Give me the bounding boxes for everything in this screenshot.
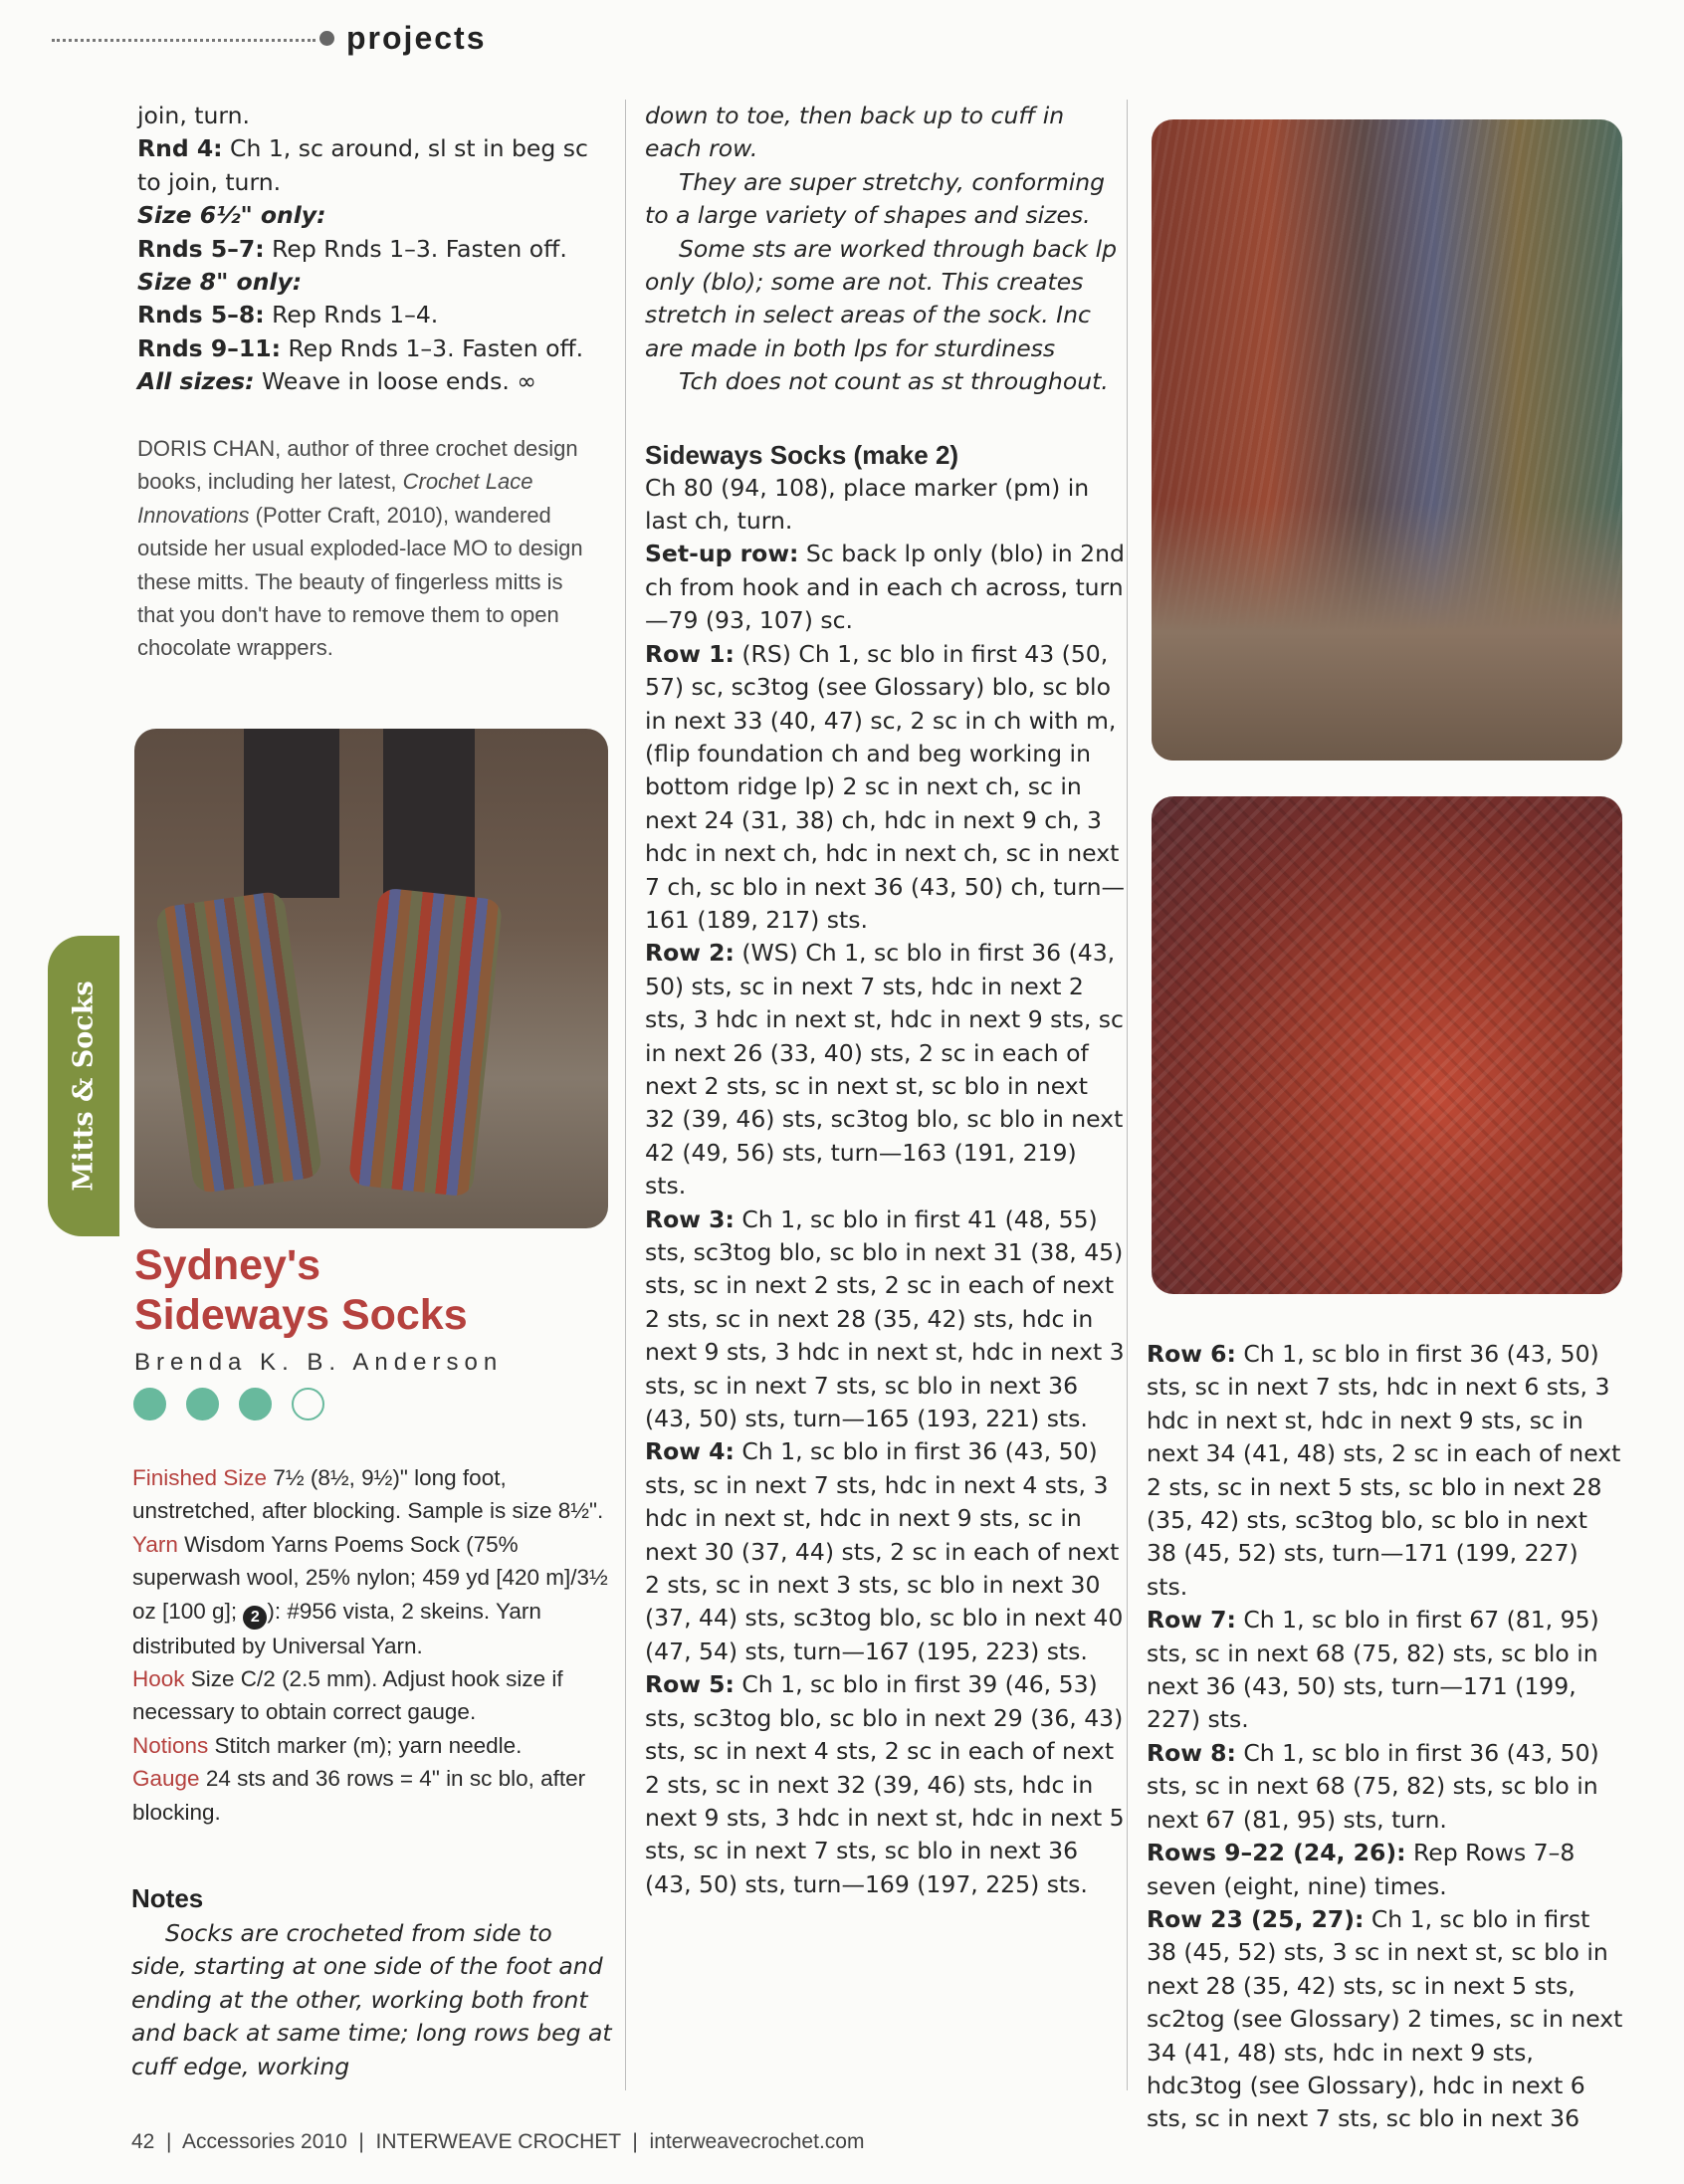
spec-hook bbox=[132, 1662, 615, 1729]
spec-label: Hook bbox=[132, 1666, 185, 1692]
spec-text: Wisdom Yarns Poems Sock (75% superwash wool, 25% nylon; 459 yd [420 m]/3½ oz [100 g]; bbox=[132, 1531, 608, 1624]
row-text: Rep Rnds 1–3. Fasten off. bbox=[281, 333, 584, 362]
row-label: Rnd 4: bbox=[137, 134, 223, 163]
instruction-row bbox=[137, 299, 605, 331]
bio-text: (Potter Craft, 2010), wandered outside her usual exploded-lace MO to design these mitts. The beauty of fingerless mitts is that you don't have to remove them to open chocolate wrappers. bbox=[137, 502, 583, 661]
instructions-heading: Sideways Socks (make 2) bbox=[645, 439, 959, 470]
section-title: projects bbox=[346, 19, 487, 56]
row-text: Ch 1, sc blo in first 36 (43, 50) sts, sc in next 68 (75, 82) sts, sc blo in next 67 (81, 95) sts, turn. bbox=[1147, 1738, 1599, 1834]
instruction-row bbox=[645, 937, 1125, 1202]
sock-right bbox=[348, 887, 504, 1197]
designer-bio bbox=[137, 432, 605, 665]
row-label: Rnds 5–7: bbox=[137, 234, 265, 263]
skill-level-indicator bbox=[133, 1388, 324, 1420]
row-label: Row 2: bbox=[645, 939, 735, 968]
spec-label: Finished Size bbox=[132, 1465, 268, 1490]
header-bullet-icon bbox=[319, 31, 334, 46]
pattern-title bbox=[134, 1240, 612, 1340]
spec-text: 24 sts and 36 rows = 4" in sc blo, after blocking. bbox=[132, 1766, 586, 1825]
page-footer: 42 | Accessories 2010 | INTERWEAVE CROCHET | interweavecrochet.com bbox=[131, 2130, 865, 2153]
row-text: (RS) Ch 1, sc blo in first 43 (50, 57) sc, sc3tog (see Glossary) blo, sc blo in next 33 (40, 47) sc, 2 sc in ch with m, (flip foundation ch and beg working in bottom ridge lp) 2 sc in next ch, sc in next 24 (31, 38) ch, hdc in next 9 ch, 3 hdc in next ch, hdc in next ch, sc in next 7 ch, sc blo in next 36 (43, 50) ch, turn—161 (189, 217) sts. bbox=[645, 639, 1125, 934]
notes-paragraph: They are super stretchy, conforming to a large variety of shapes and sizes. bbox=[645, 167, 1106, 230]
size-subheading: Size 6½" only: bbox=[137, 201, 326, 230]
photo-leg bbox=[383, 729, 475, 898]
pattern-specs bbox=[132, 1461, 615, 1829]
spec-notions bbox=[132, 1729, 615, 1762]
spec-gauge bbox=[132, 1762, 615, 1829]
notes-paragraph: down to toe, then back up to cuff in each row. bbox=[645, 102, 1065, 163]
notes-heading: Notes bbox=[131, 1883, 204, 1913]
row-label: Row 1: bbox=[645, 639, 735, 668]
bio-book-title: Crochet Lace Innovations bbox=[137, 469, 533, 528]
row-label: Row 3: bbox=[645, 1204, 735, 1233]
spec-text: Size C/2 (2.5 mm). Adjust hook size if necessary to obtain correct gauge. bbox=[132, 1666, 563, 1725]
row-text: Ch 1, sc around, sl st in beg sc to join, turn. bbox=[137, 134, 588, 196]
spec-text: 7½ (8½, 9½)" long foot, unstretched, after blocking. Sample is size 8½". bbox=[132, 1465, 604, 1524]
text-line: join, turn. bbox=[137, 102, 250, 129]
category-tab bbox=[48, 936, 119, 1236]
row-label: Row 7: bbox=[1147, 1606, 1236, 1635]
sock-stitch-closeup-photo bbox=[1152, 796, 1622, 1294]
row-text: Rep Rows 7–8 seven (eight, nine) times. bbox=[1147, 1839, 1576, 1900]
row-text: (WS) Ch 1, sc blo in first 36 (43, 50) sts, sc in next 7 sts, hdc in next 2 sts, 3 hdc in next st, hdc in next 9 sts, sc in next 26 (33, 40) sts, 2 sc in each of next 2 sts, sc in next st, sc blo in next 32 (39, 46) sts, sc3tog blo, sc blo in next 42 (49, 56) sts, turn—163 (191, 219) sts. bbox=[645, 939, 1124, 1201]
row-text: Weave in loose ends. ∞ bbox=[254, 367, 536, 396]
instruction-row: Ch 80 (94, 108), place marker (pm) in last ch, turn. bbox=[645, 473, 1090, 536]
row-text: Rep Rnds 1–4. bbox=[264, 301, 439, 329]
skill-dot-empty bbox=[292, 1388, 324, 1420]
bio-text: DORIS CHAN, author of three crochet design books, including her latest, bbox=[137, 436, 578, 495]
row-label: Row 8: bbox=[1147, 1738, 1236, 1767]
header-dotted-rule bbox=[52, 39, 316, 42]
photo-rock bbox=[1152, 504, 1622, 761]
sock-left bbox=[154, 890, 322, 1194]
spec-text: ): #956 vista, 2 skeins. Yarn distributed by Universal Yarn. bbox=[132, 1598, 541, 1658]
notes-text bbox=[131, 1917, 614, 2083]
spec-text: Stitch marker (m); yarn needle. bbox=[208, 1732, 523, 1758]
row-text: Ch 1, sc blo in first 36 (43, 50) sts, sc in next 7 sts, hdc in next 6 sts, 3 hdc in next st, hdc in next 9 sts, sc in next 34 (41, 48) sts, 2 sc in each of next 2 sts, sc in next 5 sts, sc blo in next 28 (35, 42) sts, sc3tog blo, sc blo in next 38 (45, 52) sts, turn—171 (199, 227) sts. bbox=[1147, 1340, 1621, 1601]
pattern-title-line: Sideways Socks bbox=[134, 1291, 468, 1339]
spec-label: Yarn bbox=[132, 1531, 178, 1557]
socks-photo bbox=[134, 729, 608, 1228]
row-text: Rep Rnds 1–3. Fasten off. bbox=[264, 234, 567, 263]
column-divider bbox=[1127, 100, 1128, 2090]
pattern-author: Brenda K. B. Anderson bbox=[134, 1349, 504, 1376]
instruction-row bbox=[645, 1203, 1125, 1436]
instruction-row bbox=[137, 233, 605, 266]
row-text: Ch 1, sc blo in first 39 (46, 53) sts, sc3tog blo, sc blo in next 29 (36, 43) sts, sc in next 4 sts, 2 sc in each of next 2 sts, sc in next 32 (39, 46) sts, hdc in next 9 sts, 3 hdc in next st, hdc in next 5 sts, sc in next 7 sts, sc blo in next 36 (43, 50) sts, turn—169 (197, 225) sts. bbox=[645, 1670, 1125, 1898]
spec-label: Notions bbox=[132, 1732, 209, 1758]
spec-finished-size bbox=[132, 1461, 615, 1528]
instruction-row bbox=[645, 1668, 1125, 1901]
skill-dot-filled bbox=[133, 1388, 166, 1420]
section-header bbox=[52, 14, 609, 62]
skill-dot-filled bbox=[239, 1388, 272, 1420]
instruction-row bbox=[1147, 1837, 1624, 1903]
skill-dot-filled bbox=[186, 1388, 219, 1420]
row-text: Ch 1, sc blo in first 36 (43, 50) sts, sc in next 7 sts, hdc in next 4 sts, 3 hdc in next st, hdc in next 9 sts, sc in next 30 (37, 44) sts, 2 sc in each of next 2 sts, sc in next 3 sts, sc blo in next 30 (37, 44) sts, sc3tog blo, sc blo in next 40 (47, 54) sts, turn—167 (195, 223) sts. bbox=[645, 1437, 1124, 1665]
instruction-row bbox=[137, 365, 605, 398]
row-label: Rows 9–22 (24, 26): bbox=[1147, 1839, 1406, 1867]
row-label: Set-up row: bbox=[645, 540, 799, 568]
sock-heel-photo bbox=[1152, 119, 1622, 761]
column-3-text bbox=[1147, 1338, 1624, 2136]
instruction-row bbox=[1147, 1737, 1624, 1837]
row-text: Ch 1, sc blo in first 67 (81, 95) sts, sc in next 68 (75, 82) sts, sc blo in next 36 (43, 50) sts, turn—171 (199, 227) sts. bbox=[1147, 1606, 1599, 1734]
spec-yarn bbox=[132, 1528, 615, 1662]
size-subheading: Size 8" only: bbox=[137, 268, 303, 297]
photo-leg bbox=[244, 729, 339, 898]
column-1-text bbox=[137, 100, 605, 399]
row-text: Ch 1, sc blo in first 41 (48, 55) sts, sc3tog blo, sc blo in next 31 (38, 45) sts, sc in next 2 sts, 2 sc in each of next 2 sts, sc in next 28 (35, 42) sts, hdc in next 9 sts, 3 hdc in next st, hdc in next 3 sts, sc in next 7 sts, sc blo in next 36 (43, 50) sts, turn—165 (193, 221) sts. bbox=[645, 1204, 1125, 1433]
instruction-row bbox=[1147, 1338, 1624, 1604]
row-label: Row 4: bbox=[645, 1437, 735, 1466]
notes-paragraph: Socks are crocheted from side to side, starting at one side of the foot and ending at the other, working both front and back at same time; long rows beg at cuff edge, working bbox=[131, 1919, 612, 2080]
row-label: All sizes: bbox=[137, 367, 255, 396]
column-divider bbox=[625, 100, 626, 2090]
instruction-row bbox=[1147, 1903, 1624, 2136]
category-tab-label: Mitts & Socks bbox=[68, 981, 100, 1192]
spec-label: Gauge bbox=[132, 1766, 200, 1792]
instruction-row bbox=[645, 538, 1125, 637]
instruction-row bbox=[1147, 1604, 1624, 1737]
notes-paragraph: Tch does not count as st throughout. bbox=[679, 367, 1109, 396]
row-label: Row 6: bbox=[1147, 1340, 1236, 1368]
row-text: Sc back lp only (blo) in 2nd ch from hook and in each ch across, turn—79 (93, 107) sc. bbox=[645, 540, 1125, 635]
row-label: Rnds 5–8: bbox=[137, 301, 265, 329]
yarn-weight-icon: 2 bbox=[243, 1606, 267, 1630]
instruction-row bbox=[645, 638, 1125, 938]
column-2-text bbox=[645, 100, 1125, 1901]
row-label: Row 23 (25, 27): bbox=[1147, 1904, 1365, 1933]
notes-paragraph: Some sts are worked through back lp only (blo); some are not. This creates stretch in select areas of the sock. Inc are made in both lps for sturdiness bbox=[645, 234, 1118, 362]
instruction-row bbox=[137, 332, 605, 365]
row-label: Row 5: bbox=[645, 1670, 735, 1699]
row-label: Rnds 9–11: bbox=[137, 333, 282, 362]
pattern-title-line: Sydney's bbox=[134, 1241, 321, 1289]
row-text: Ch 1, sc blo in first 38 (45, 52) sts, 3 sc in next st, sc blo in next 28 (35, 42) sts, sc in next 5 sts, sc2tog (see Glossary) 2 times, sc in next 34 (41, 48) sts, hdc in next 9 sts, hdc3tog (see Glossary), hdc in next 6 sts, sc in next 7 sts, sc blo in next 36 bbox=[1147, 1904, 1623, 2133]
instruction-row bbox=[137, 132, 605, 199]
instruction-row bbox=[645, 1435, 1125, 1668]
